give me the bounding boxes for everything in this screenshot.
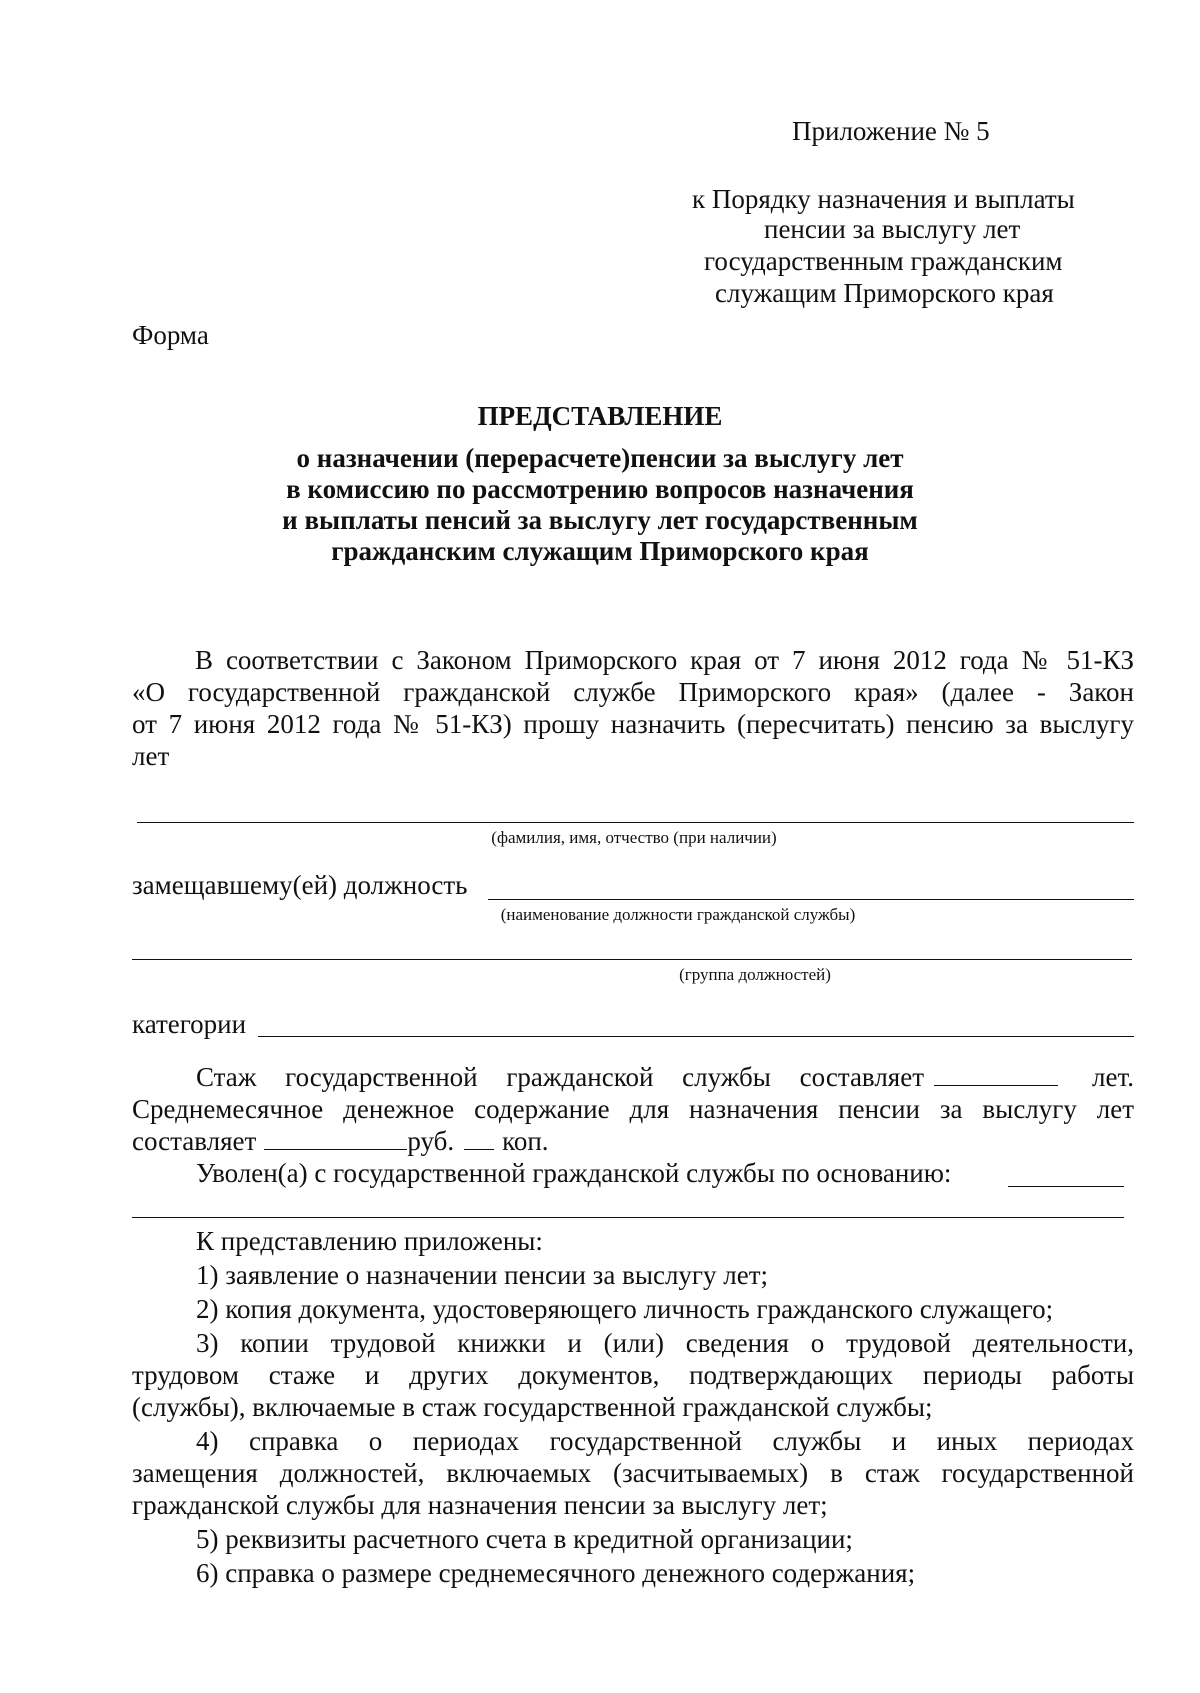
dismissed-label: Уволен(а) с государственной гражданской службы по основанию: xyxy=(196,1158,952,1188)
intro-line-2: «О государственной гражданской службе Приморского края» (далее - Закон xyxy=(132,677,1134,707)
heading-line-1: о назначении (перерасчете)пенсии за выслугу лет xyxy=(296,443,904,473)
stazh-field[interactable] xyxy=(934,1063,1058,1086)
appendix-line-4: служащим Приморского края xyxy=(715,278,1054,308)
document-title: ПРЕДСТАВЛЕНИЕ xyxy=(477,401,723,431)
attachments-intro: К представлению приложены: xyxy=(196,1226,543,1256)
appendix-line-3: государственным гражданским xyxy=(704,246,1063,276)
category-label: категории xyxy=(132,1009,247,1039)
appendix-title: Приложение № 5 xyxy=(792,116,990,146)
appendix-line-1: к Порядку назначения и выплаты xyxy=(692,184,1075,214)
intro-line-1: В соответствии с Законом Приморского края от 7 июня 2012 года № 51-КЗ xyxy=(195,645,1134,675)
attachment-item-3-line-2: трудовом стаже и других документов, подтверждающих периоды работы xyxy=(132,1360,1134,1390)
attachment-item-6: 6) справка о размере среднемесячного денежного содержания; xyxy=(196,1558,916,1588)
attachment-item-3-line-1: 3) копии трудовой книжки и (или) сведения о трудовой деятельности, xyxy=(196,1328,1134,1358)
position-caption: (наименование должности гражданской службы) xyxy=(500,905,856,924)
salary-row xyxy=(132,1126,549,1156)
attachment-item-4-line-2: замещения должностей, включаемых (засчитываемых) в стаж государственной xyxy=(132,1458,1134,1488)
intro-line-3: от 7 июня 2012 года № 51-КЗ) прошу назначить (пересчитать) пенсию за выслугу xyxy=(132,709,1134,739)
stazh-unit: лет. xyxy=(1092,1062,1134,1092)
intro-line-4: лет xyxy=(132,741,170,771)
salary-kop-field[interactable] xyxy=(464,1127,494,1150)
attachment-item-4-line-3: гражданской службы для назначения пенсии за выслугу лет; xyxy=(132,1490,828,1520)
salary-rub-field[interactable] xyxy=(264,1127,407,1150)
stazh-label: Стаж государственной гражданской службы составляет xyxy=(196,1062,924,1092)
salary-line: Среднемесячное денежное содержание для назначения пенсии за выслугу лет xyxy=(132,1094,1134,1124)
fio-caption: (фамилия, имя, отчество (при наличии) xyxy=(491,828,777,847)
attachment-item-3-line-3: (службы), включаемые в стаж государственной гражданской службы; xyxy=(132,1392,933,1422)
attachment-item-5: 5) реквизиты расчетного счета в кредитной организации; xyxy=(196,1524,853,1554)
salary-kop-label: коп. xyxy=(502,1126,549,1156)
category-field-line[interactable] xyxy=(258,1036,1134,1037)
appendix-line-2: пенсии за выслугу лет xyxy=(764,214,1021,244)
salary-rub-label: руб. xyxy=(407,1126,455,1156)
stazh-row xyxy=(196,1062,1134,1092)
heading-line-4: гражданским служащим Приморского края xyxy=(331,536,869,566)
form-label: Форма xyxy=(132,320,209,350)
group-field-line[interactable] xyxy=(132,959,1132,960)
heading-line-3: и выплаты пенсий за выслугу лет государственным xyxy=(282,505,918,535)
heading-line-2: в комиссию по рассмотрению вопросов назначения xyxy=(286,474,914,504)
dismissed-field-line-2[interactable] xyxy=(132,1217,1124,1218)
position-label: замещавшему(ей) должность xyxy=(132,870,468,900)
attachment-item-1: 1) заявление о назначении пенсии за выслугу лет; xyxy=(196,1260,768,1290)
attachment-item-2: 2) копия документа, удостоверяющего личность гражданского служащего; xyxy=(196,1294,1054,1324)
salary-prefix: составляет xyxy=(132,1126,257,1156)
group-caption: (группа должностей) xyxy=(679,965,831,984)
dismissed-field-line[interactable] xyxy=(1008,1186,1124,1187)
attachment-item-4-line-1: 4) справка о периодах государственной службы и иных периодах xyxy=(196,1426,1134,1456)
position-field-line[interactable] xyxy=(488,899,1134,900)
fio-field-line[interactable] xyxy=(137,822,1134,823)
